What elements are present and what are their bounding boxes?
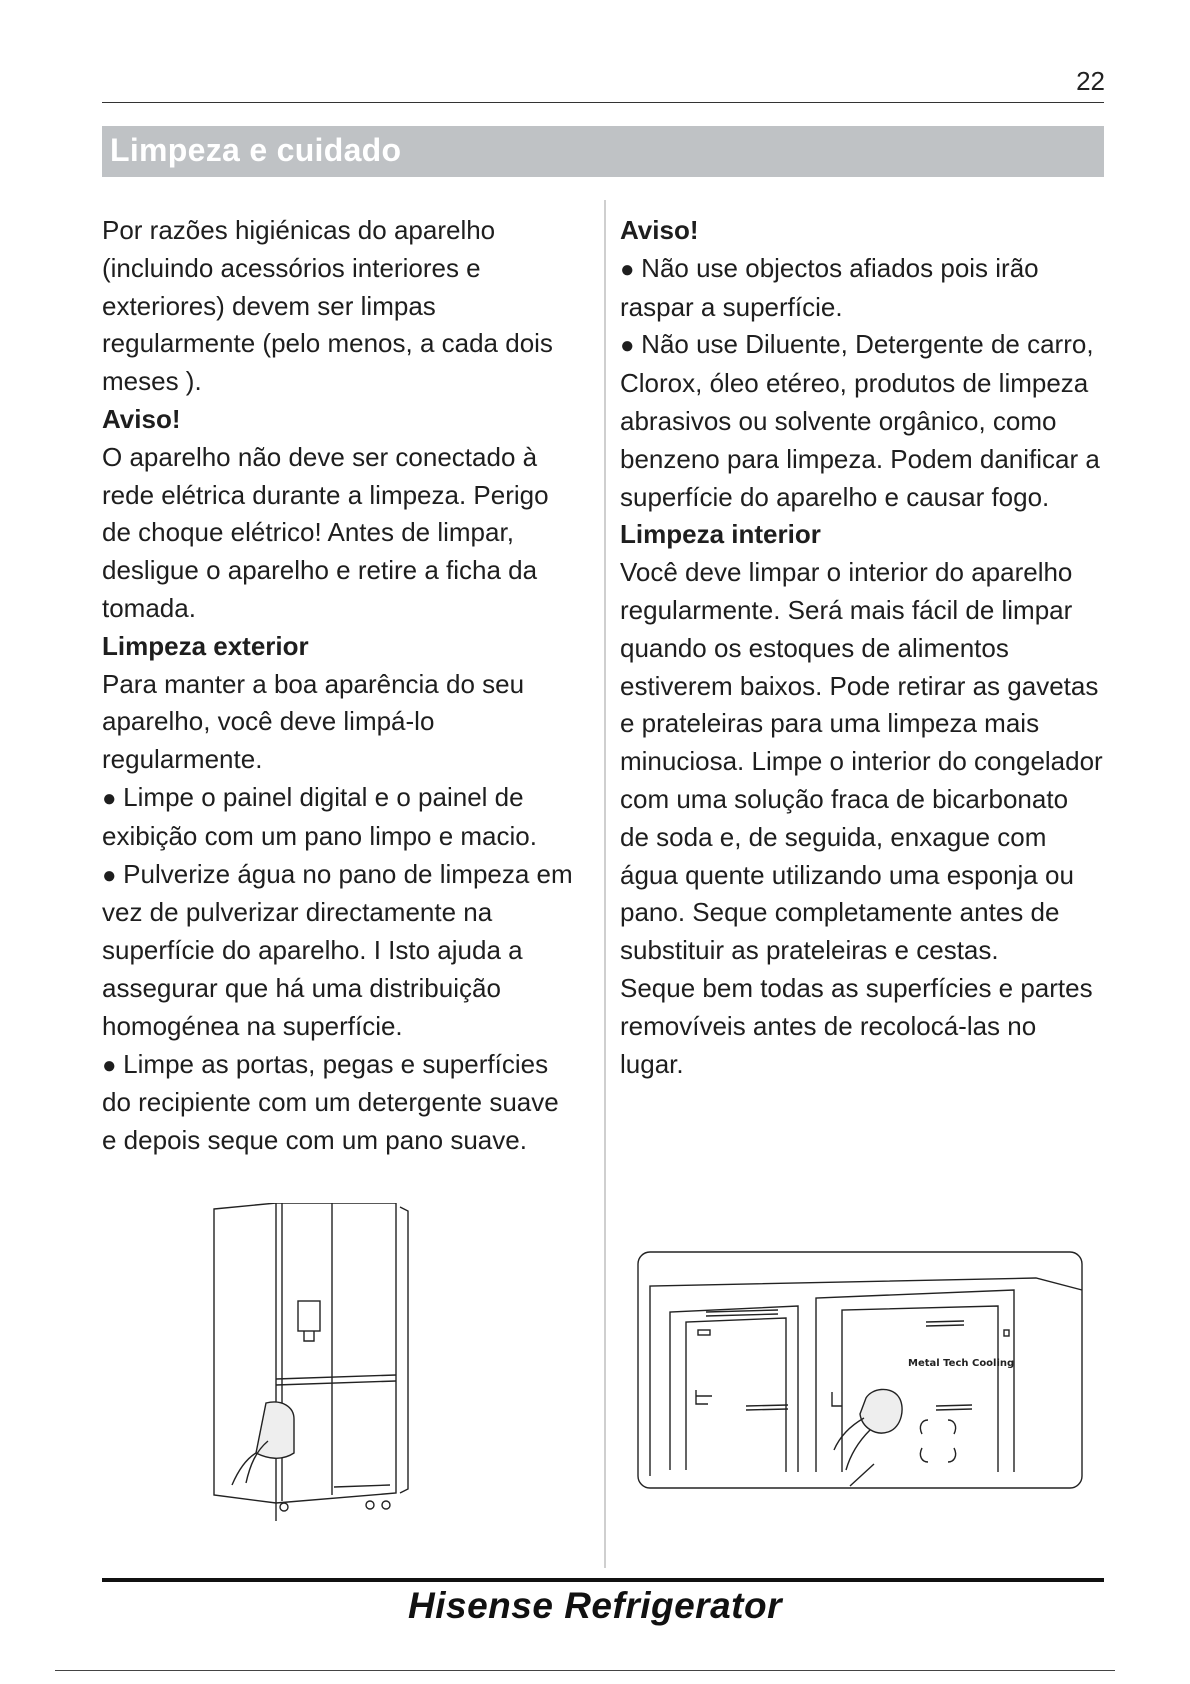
bullet-item: ● Limpe o painel digital e o painel de exibição com um pano limpo e macio. bbox=[102, 779, 580, 856]
right-column bbox=[620, 212, 1104, 1083]
paragraph: Para manter a boa aparência do seu aparelho, você deve limpá-lo regularmente. bbox=[102, 668, 525, 775]
page-number: 22 bbox=[1076, 66, 1105, 96]
paragraph: O aparelho não deve ser conectado à rede elétrica durante a limpeza. Perigo de choque elétrico! Antes de limpar, desligue o aparelho e retire a ficha da tomada. bbox=[102, 441, 549, 623]
section-title: Limpeza e cuidado bbox=[110, 132, 402, 168]
fridge-interior-cleaning-icon bbox=[636, 1250, 1086, 1490]
section-heading: Aviso! bbox=[620, 215, 699, 245]
section-heading: Limpeza interior bbox=[620, 519, 821, 550]
column-divider bbox=[604, 200, 606, 1568]
page-bottom-line bbox=[55, 1670, 1115, 1671]
bullet-item: ● Não use Diluente, Detergente de carro, Clorox, óleo etéreo, produtos de limpeza abrasivos ou solvente orgânico, como benzeno para limpeza. Podem danificar a superfície do aparelho e causar fogo. bbox=[620, 326, 1104, 516]
footer-brand: Hisense Refrigerator bbox=[408, 1585, 782, 1626]
section-heading: Aviso! bbox=[102, 403, 181, 434]
bullet-item: ● Limpe as portas, pegas e superfícies do recipiente com um detergente suave e depois seque com um pano suave. bbox=[102, 1046, 580, 1160]
fridge-exterior-cleaning-icon bbox=[210, 1203, 426, 1531]
metal-tech-cooling-label: Metal Tech Cooling bbox=[908, 1358, 1015, 1369]
bullet-item: ● Pulverize água no pano de limpeza em vez de pulverizar directamente na superfície do aparelho. I Isto ajuda a assegurar que há uma distribuição homogénea na superfície. bbox=[102, 856, 580, 1046]
section-heading: Limpeza exterior bbox=[102, 630, 309, 661]
footer-rule bbox=[102, 1578, 1104, 1582]
section-header bbox=[102, 126, 1104, 177]
paragraph: Você deve limpar o interior do aparelho regularmente. Será mais fácil de limpar quando os estoques de alimentos estiverem baixos. Pode retirar as gavetas e prateleiras para uma limpeza mais minuciosa. Limpe o interior do congelador com uma solução fraca de bicarbonato de soda e, de seguida, enxague com água quente utilizando uma esponja ou pano. Seque completamente antes de substituir as prateleiras e cestas. bbox=[620, 557, 1103, 966]
bullet-item: ● Não use objectos afiados pois irão raspar a superfície. bbox=[620, 250, 1104, 327]
header-rule bbox=[102, 102, 1104, 103]
paragraph: Seque bem todas as superfícies e partes removíveis antes de recolocá-las no lugar. bbox=[620, 972, 1093, 1079]
left-column bbox=[102, 212, 580, 1160]
paragraph: Por razões higiénicas do aparelho (incluindo acessórios interiores e exteriores) devem ser limpas regularmente (pelo menos, a cada dois meses ). bbox=[102, 215, 553, 397]
